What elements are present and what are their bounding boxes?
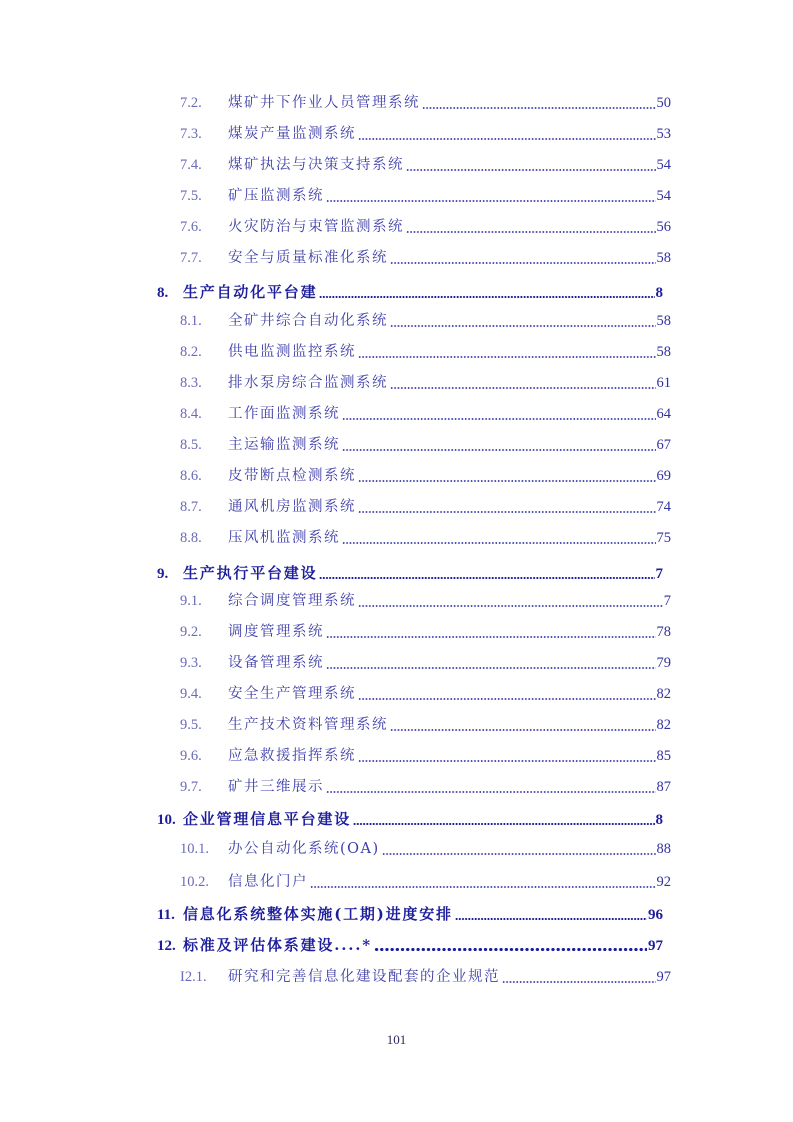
toc-entry-title: 矿压监测系统 [228,188,324,204]
toc-entry-title: 煤矿执法与决策支持系统 [228,157,404,173]
toc-section-entry[interactable] [157,562,663,584]
toc-section-entry[interactable] [157,903,663,925]
toc-entry-page: 64 [656,406,671,422]
toc-entry-page: 97 [648,938,663,954]
toc-entry-page: 7 [663,593,671,609]
toc-section-entry[interactable] [157,281,663,303]
dot-leader [406,169,656,171]
toc-subsection-entry[interactable] [180,714,671,736]
toc-entry-number: 8.3. [180,375,202,391]
toc-entry-number: 8.2. [180,344,202,360]
toc-entry-page: 69 [656,468,671,484]
toc-entry-title: 通风机房监测系统 [228,499,356,515]
toc-subsection-entry[interactable] [180,372,671,394]
dot-leader [422,107,656,109]
toc-subsection-entry[interactable] [180,966,671,988]
dot-leader [358,356,656,358]
toc-entry-page: 58 [656,344,671,360]
toc-section-entry[interactable] [157,808,663,830]
toc-entry-number: 9. [157,566,169,582]
dot-leader [406,231,656,233]
toc-entry-page: 58 [656,250,671,266]
toc-entry-number: 8.4. [180,406,202,422]
toc-subsection-entry[interactable] [180,247,671,269]
toc-entry-page: 82 [656,686,671,702]
toc-section-entry[interactable] [157,934,663,956]
dot-leader [390,387,656,389]
toc-entry-title: 生产自动化平台建 [183,283,318,301]
dot-leader [374,948,647,951]
toc-subsection-entry[interactable] [180,871,671,893]
toc-subsection-entry[interactable] [180,621,671,643]
dot-leader [326,791,656,793]
dot-leader [358,138,656,140]
dot-leader [342,542,656,544]
toc-entry-title: 安全生产管理系统 [228,686,356,702]
toc-entry-title: 皮带断点检测系统 [228,468,356,484]
toc-entry-number: 7.7. [180,250,202,266]
dot-leader [358,480,656,482]
dot-leader [319,296,654,298]
toc-entry-number: 8.7. [180,499,202,515]
toc-entry-title: 综合调度管理系统 [228,593,356,609]
toc-entry-title: 研究和完善信息化建设配套的企业规范 [228,969,500,985]
toc-subsection-entry[interactable] [180,123,671,145]
toc-entry-number: 7.2. [180,95,202,111]
dot-leader [326,667,656,669]
dot-leader [390,729,656,731]
toc-entry-number: 10.1. [180,841,209,857]
toc-entry-page: 54 [656,157,671,173]
toc-entry-number: 9.1. [180,593,202,609]
toc-entry-page: 54 [656,188,671,204]
toc-entry-page: 88 [656,841,671,857]
toc-entry-number: 8.8. [180,530,202,546]
dot-leader [353,823,654,825]
toc-entry-page: 79 [656,655,671,671]
dot-leader [358,511,656,513]
toc-subsection-entry[interactable] [180,92,671,114]
toc-entry-number: 8. [157,285,169,301]
toc-subsection-entry[interactable] [180,496,671,518]
toc-entry-number: 8.6. [180,468,202,484]
toc-entry-page: 7 [655,566,663,582]
toc-entry-number: 9.5. [180,717,202,733]
page-number: 101 [386,1032,407,1047]
dot-leader [382,853,656,855]
toc-entry-title: 信息化系统整体实施(工期)进度安排 [183,905,453,923]
toc-entry-number: 9.2. [180,624,202,640]
toc-entry-number: 8.5. [180,437,202,453]
toc-entry-page: 56 [656,219,671,235]
toc-entry-page: 8 [655,285,663,301]
toc-entry-title: 安全与质量标准化系统 [228,250,388,266]
toc-entry-title: 办公自动化系统(OA) [228,841,380,857]
toc-entry-title: 全矿井综合自动化系统 [228,313,388,329]
toc-entry-title: 工作面监测系统 [228,406,340,422]
dot-leader [358,605,663,607]
toc-subsection-entry[interactable] [180,216,671,238]
toc-entry-number: 12. [157,938,176,954]
toc-entry-number: 7.3. [180,126,202,142]
toc-entry-page: 74 [656,499,671,515]
toc-entry-title: 煤炭产量监测系统 [228,126,356,142]
toc-subsection-entry[interactable] [180,465,671,487]
toc-entry-title: 生产执行平台建设 [183,564,318,582]
toc-entry-number: 7.4. [180,157,202,173]
toc-subsection-entry[interactable] [180,683,671,705]
toc-entry-page: 82 [656,717,671,733]
toc-entry-number: 9.4. [180,686,202,702]
toc-entry-number: 10.2. [180,874,209,890]
toc-entry-title: 企业管理信息平台建设 [183,810,352,828]
toc-entry-page: 96 [648,907,663,923]
toc-entry-title: 生产技术资料管理系统 [228,717,388,733]
toc-entry-page: 53 [656,126,671,142]
dot-leader [358,760,656,762]
dot-leader [358,698,656,700]
toc-subsection-entry[interactable] [180,434,671,456]
toc-subsection-entry[interactable] [180,403,671,425]
toc-subsection-entry[interactable] [180,185,671,207]
toc-entry-number: 9.6. [180,748,202,764]
toc-subsection-entry[interactable] [180,838,671,860]
toc-entry-title: 火灾防治与束管监测系统 [228,219,404,235]
toc-entry-page: 58 [656,313,671,329]
toc-subsection-entry[interactable] [180,154,671,176]
toc-entry-number: 7.5. [180,188,202,204]
toc-entry-title: 压风机监测系统 [228,530,340,546]
dot-leader [502,981,656,983]
toc-entry-title: 设备管理系统 [228,655,324,671]
dot-leader [326,200,656,202]
toc-entry-page: 75 [656,530,671,546]
toc-entry-number: I2.1. [180,969,207,985]
toc-entry-title: 调度管理系统 [228,624,324,640]
dot-leader [390,325,656,327]
toc-entry-number: 7.6. [180,219,202,235]
toc-entry-page: 67 [656,437,671,453]
toc-subsection-entry[interactable] [180,341,671,363]
toc-entry-title: 标准及评估体系建设....* [183,936,372,954]
toc-entry-number: 9.3. [180,655,202,671]
toc-entry-number: 11. [157,907,175,923]
toc-entry-page: 97 [656,969,671,985]
toc-entry-page: 87 [656,779,671,795]
toc-entry-page: 78 [656,624,671,640]
dot-leader [310,886,656,888]
toc-subsection-entry[interactable] [180,310,671,332]
dot-leader [455,918,647,920]
toc-entry-page: 85 [656,748,671,764]
toc-entry-title: 煤矿井下作业人员管理系统 [228,95,420,111]
toc-entry-page: 8 [655,812,663,828]
dot-leader [342,418,656,420]
toc-entry-title: 信息化门户 [228,874,308,890]
toc-subsection-entry[interactable] [180,652,671,674]
toc-entry-title: 主运输监测系统 [228,437,340,453]
toc-entry-page: 61 [656,375,671,391]
toc-subsection-entry[interactable] [180,527,671,549]
dot-leader [342,449,656,451]
toc-entry-number: 8.1. [180,313,202,329]
dot-leader [326,636,656,638]
toc-entry-title: 排水泵房综合监测系统 [228,375,388,391]
toc-entry-title: 供电监测监控系统 [228,344,356,360]
toc-entry-title: 矿井三维展示 [228,779,324,795]
dot-leader [319,577,654,579]
toc-entry-number: 10. [157,812,176,828]
toc-entry-page: 50 [656,95,671,111]
toc-entry-number: 9.7. [180,779,202,795]
toc-subsection-entry[interactable] [180,776,671,798]
dot-leader [390,262,656,264]
toc-entry-page: 92 [656,874,671,890]
toc-entry-title: 应急救援指挥系统 [228,748,356,764]
toc-subsection-entry[interactable] [180,745,671,767]
toc-subsection-entry[interactable] [180,590,671,612]
